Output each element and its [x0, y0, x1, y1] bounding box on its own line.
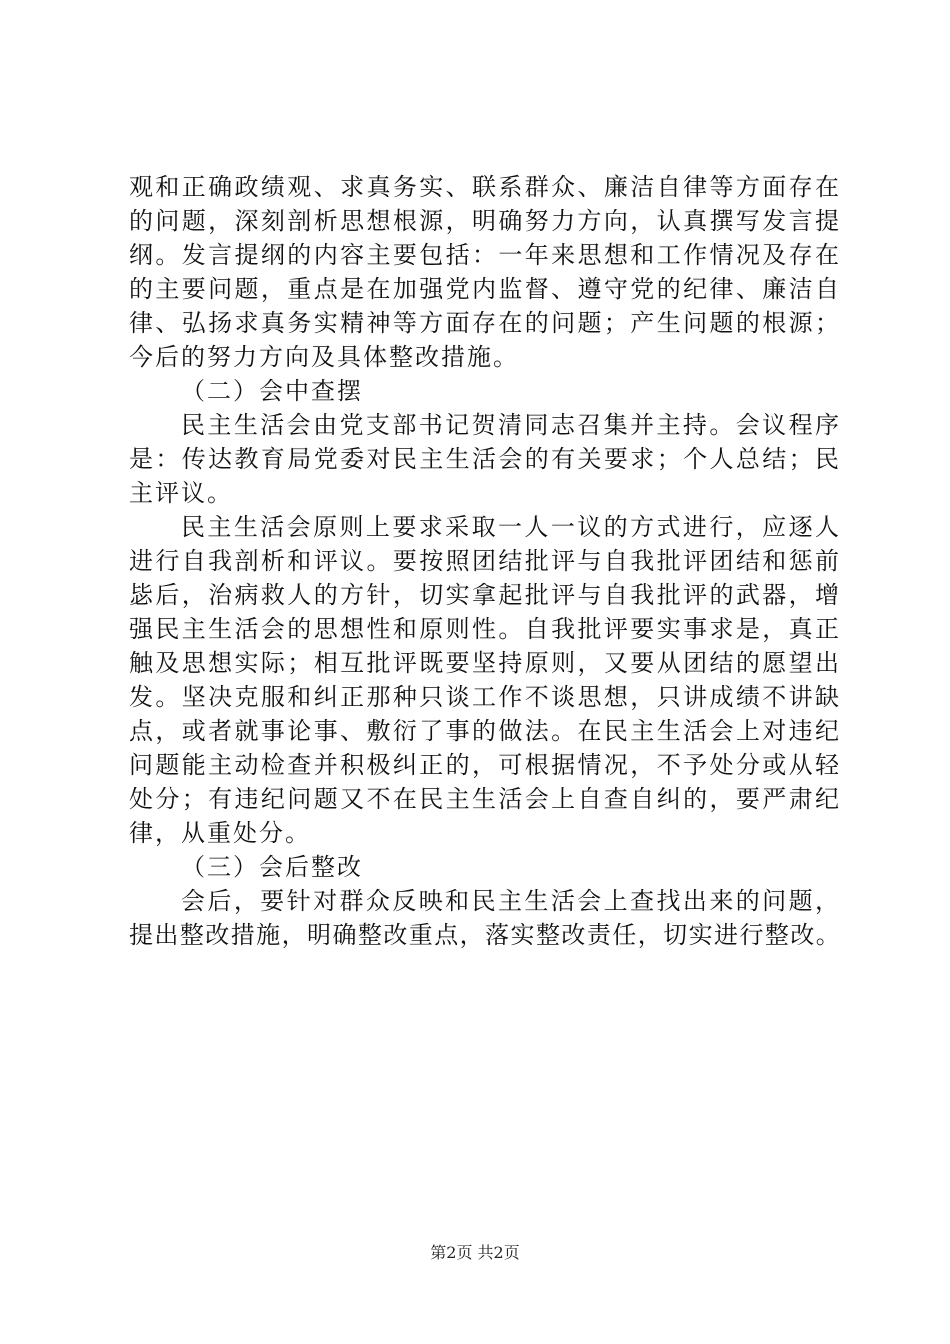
- text-line: 主评议。: [129, 479, 233, 507]
- text-line: 强民主生活会的思想性和原则性。自我批评要实事求是，真正: [129, 615, 841, 643]
- text-line: 民主生活会由党支部书记贺清同志召集并主持。会议程序: [181, 411, 841, 439]
- document-body: [129, 170, 841, 952]
- text-line: 进行自我剖析和评议。要按照团结批评与自我批评团结和惩前: [129, 547, 841, 575]
- text-line: 律，从重处分。: [129, 819, 311, 847]
- text-line: 观和正确政绩观、求真务实、联系群众、廉洁自律等方面存在: [129, 173, 841, 201]
- page-footer: 第2页 共2页: [430, 1243, 520, 1262]
- text-line: 律、弘扬求真务实精神等方面存在的问题；产生问题的根源；: [129, 309, 841, 337]
- text-line: 会后，要针对群众反映和民主生活会上查找出来的问题，: [181, 887, 841, 915]
- text-line: 是：传达教育局党委对民主生活会的有关要求；个人总结；民: [129, 445, 841, 473]
- text-line: 纲。发言提纲的内容主要包括：一年来思想和工作情况及存在: [129, 241, 841, 269]
- text-line: 问题能主动检查并积极纠正的，可根据情况，不予处分或从轻: [129, 751, 841, 779]
- text-line: 今后的努力方向及具体整改措施。: [129, 343, 519, 371]
- text-line: （二）会中查摆: [181, 377, 363, 405]
- text-line: 点，或者就事论事、敷衍了事的做法。在民主生活会上对违纪: [129, 717, 841, 745]
- text-line: （三）会后整改: [181, 853, 363, 881]
- text-line: 处分；有违纪问题又不在民主生活会上自查自纠的，要严肃纪: [129, 785, 841, 813]
- text-line: 提出整改措施，明确整改重点，落实整改责任，切实进行整改。: [129, 921, 841, 949]
- text-line: 毖后，治病救人的方针，切实拿起批评与自我批评的武器，增: [129, 581, 841, 609]
- text-line: 的问题，深刻剖析思想根源，明确努力方向，认真撰写发言提: [129, 207, 841, 235]
- text-line: 触及思想实际；相互批评既要坚持原则，又要从团结的愿望出: [129, 649, 841, 677]
- text-line: 的主要问题，重点是在加强党内监督、遵守党的纪律、廉洁自: [129, 275, 841, 303]
- text-line: 民主生活会原则上要求采取一人一议的方式进行，应逐人: [181, 513, 841, 541]
- text-line: 发。坚决克服和纠正那种只谈工作不谈思想，只讲成绩不讲缺: [129, 683, 841, 711]
